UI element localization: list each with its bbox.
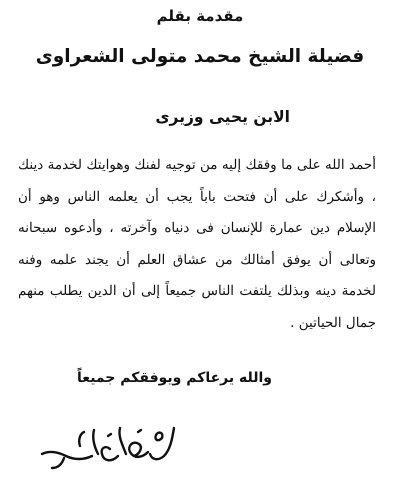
author-title: فضيلة الشيخ محمد متولى الشعراوى: [35, 46, 365, 67]
intro-line: مقدمة بقلم: [156, 7, 244, 25]
handwritten-signature: [34, 418, 184, 474]
body-paragraph: أحمد الله على ما وفقك إليه من توجيه لفنك وهوايتك لخدمة دينك ، وأشكرك على أن فتحت باباً يجب أن يعلمه الناس وهو أن الإسلام دين عمارة للإنسان فى دنياه وآخرته ، وأدعوه سبحانه وتعالى أن يوفق أمثالك من عشاق العلم أن يجند علمه وفنه لخدمة دينه وبذلك يلتفت الناس جميعاً إلى أن الدين يطلب منهم جمال الحياتين .: [18, 157, 376, 331]
salutation: الابن يحيى وزيرى: [155, 108, 290, 126]
closing-line: والله يرعاكم ويوفقكم جميعاً: [77, 370, 272, 386]
